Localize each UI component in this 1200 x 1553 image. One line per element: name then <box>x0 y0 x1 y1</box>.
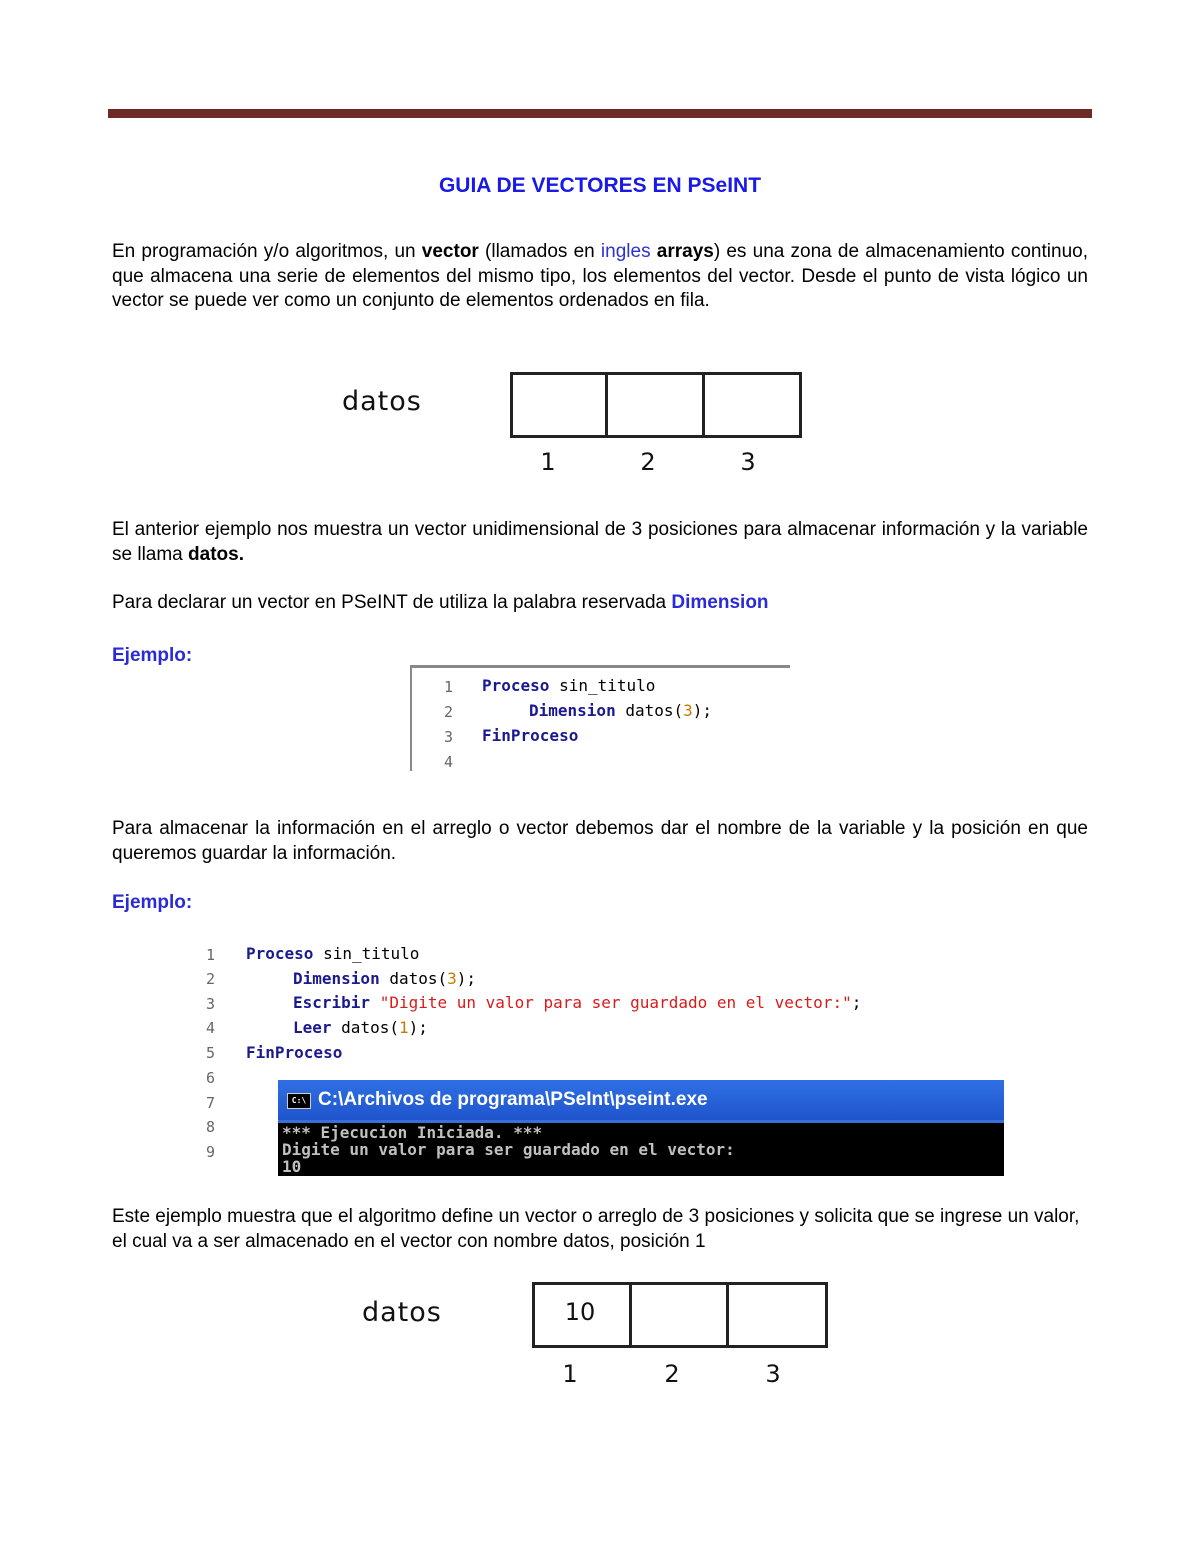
declare-text: Para declarar un vector en PSeINT de utiliza la palabra reservada <box>112 592 672 613</box>
line-number: 3 <box>444 728 454 746</box>
console-titlebar[interactable] <box>278 1080 1004 1120</box>
dimension-keyword: Dimension <box>671 592 769 613</box>
vector-cell <box>702 372 802 438</box>
console-output <box>278 1120 1004 1176</box>
code-editor-1 <box>410 665 790 771</box>
vector-index: 3 <box>765 1360 781 1388</box>
vector-index: 2 <box>640 448 656 476</box>
line-number: 4 <box>444 753 454 771</box>
console-line: *** Ejecucion Iniciada. *** <box>282 1123 543 1142</box>
explanation-paragraph <box>112 518 1088 567</box>
punctuation: ); <box>456 969 477 988</box>
number-literal: 3 <box>447 969 457 988</box>
keyword-escribir: Escribir <box>293 993 371 1012</box>
keyword-finproceso: FinProceso <box>246 1043 343 1062</box>
keyword-leer: Leer <box>293 1018 332 1037</box>
number-literal: 1 <box>398 1018 409 1037</box>
intro-bold-arrays: arrays <box>656 241 714 262</box>
line-number: 8 <box>206 1118 216 1136</box>
store-paragraph: Para almacenar la información en el arreglo o vector debemos dar el nombre de la variable y la posición en que queremos guardar la información. <box>112 818 1088 864</box>
code-line <box>246 1043 342 1062</box>
vector-index: 3 <box>740 448 756 476</box>
ingles-link[interactable]: ingles <box>600 241 651 262</box>
line-number: 2 <box>444 703 454 721</box>
identifier: datos( <box>389 969 448 988</box>
intro-text-1: En programación y/o algoritmos, un <box>112 241 422 262</box>
identifier: sin_titulo <box>323 944 420 963</box>
number-literal: 3 <box>683 701 693 720</box>
example-label-2: Ejemplo: <box>112 892 193 913</box>
line-number: 7 <box>206 1094 216 1112</box>
line-number: 5 <box>206 1044 216 1062</box>
code-line <box>529 701 712 720</box>
identifier: datos( <box>625 701 684 720</box>
console-window <box>278 1080 1004 1176</box>
intro-text-2: (llamados en <box>478 241 601 262</box>
punctuation: ; <box>851 993 862 1012</box>
example-label: Ejemplo: <box>112 645 193 666</box>
keyword-dimension: Dimension <box>529 701 616 720</box>
page-title: GUIA DE VECTORES EN PSeINT <box>438 174 762 197</box>
vector-index: 2 <box>664 1360 680 1388</box>
intro-bold-vector: vector <box>421 241 479 262</box>
line-number: 9 <box>206 1143 216 1161</box>
code-line <box>482 726 578 745</box>
keyword-dimension: Dimension <box>293 969 380 988</box>
punctuation: ); <box>408 1018 428 1037</box>
intro-text-4: ) es una zona de almacenamiento continuo, que almacena una serie de elementos del mismo tipo, los elementos del vector. Desde el punto de vista lógico un vector se puede ver como un conjunto de elementos ordenados en fila. <box>112 241 1088 311</box>
intro-paragraph <box>112 240 1088 314</box>
keyword-finproceso: FinProceso <box>482 726 579 745</box>
explanation-text: El anterior ejemplo nos muestra un vector unidimensional de 3 posiciones para almacenar información y la variable se llama <box>112 519 1088 565</box>
code-line <box>246 944 419 963</box>
line-number: 1 <box>206 946 216 964</box>
console-icon: C:\ <box>287 1093 311 1109</box>
console-line: Digite un valor para ser guardado en el vector: <box>282 1140 735 1159</box>
code-line <box>293 993 861 1012</box>
punctuation: ); <box>692 701 713 720</box>
vector-cell <box>726 1282 828 1348</box>
line-number: 6 <box>206 1069 216 1087</box>
code-line <box>293 969 476 988</box>
console-line: 10 <box>282 1157 302 1176</box>
summary-paragraph: Este ejemplo muestra que el algoritmo define un vector o arreglo de 3 posiciones y solicita que se ingrese un valor, el cual va a ser almacenado en el vector con nombre datos, posición 1 <box>112 1206 1080 1252</box>
vector-cell <box>605 372 705 438</box>
header-rule <box>108 109 1092 118</box>
keyword-proceso: Proceso <box>246 944 314 963</box>
line-number: 3 <box>206 995 216 1013</box>
code-line <box>482 676 655 695</box>
explanation-bold: datos. <box>188 543 244 565</box>
vector-label: datos <box>362 1297 442 1328</box>
vector-label: datos <box>342 386 422 417</box>
declare-paragraph <box>112 591 1088 616</box>
identifier: sin_titulo <box>559 676 656 695</box>
line-number: 1 <box>444 678 454 696</box>
identifier: datos( <box>341 1018 399 1037</box>
line-number: 2 <box>206 970 216 988</box>
keyword-proceso: Proceso <box>482 676 550 695</box>
vector-cell <box>629 1282 729 1348</box>
vector-index: 1 <box>562 1360 578 1388</box>
vector-cell <box>510 372 608 438</box>
line-number: 4 <box>206 1019 216 1037</box>
console-title: C:\Archivos de programa\PSeInt\pseint.exe <box>318 1089 708 1110</box>
vector-index: 1 <box>540 448 556 476</box>
code-line <box>293 1018 428 1037</box>
string-literal: "Digite un valor para ser guardado en el vector:" <box>379 993 852 1012</box>
vector-cell-value: 10 <box>564 1298 596 1326</box>
